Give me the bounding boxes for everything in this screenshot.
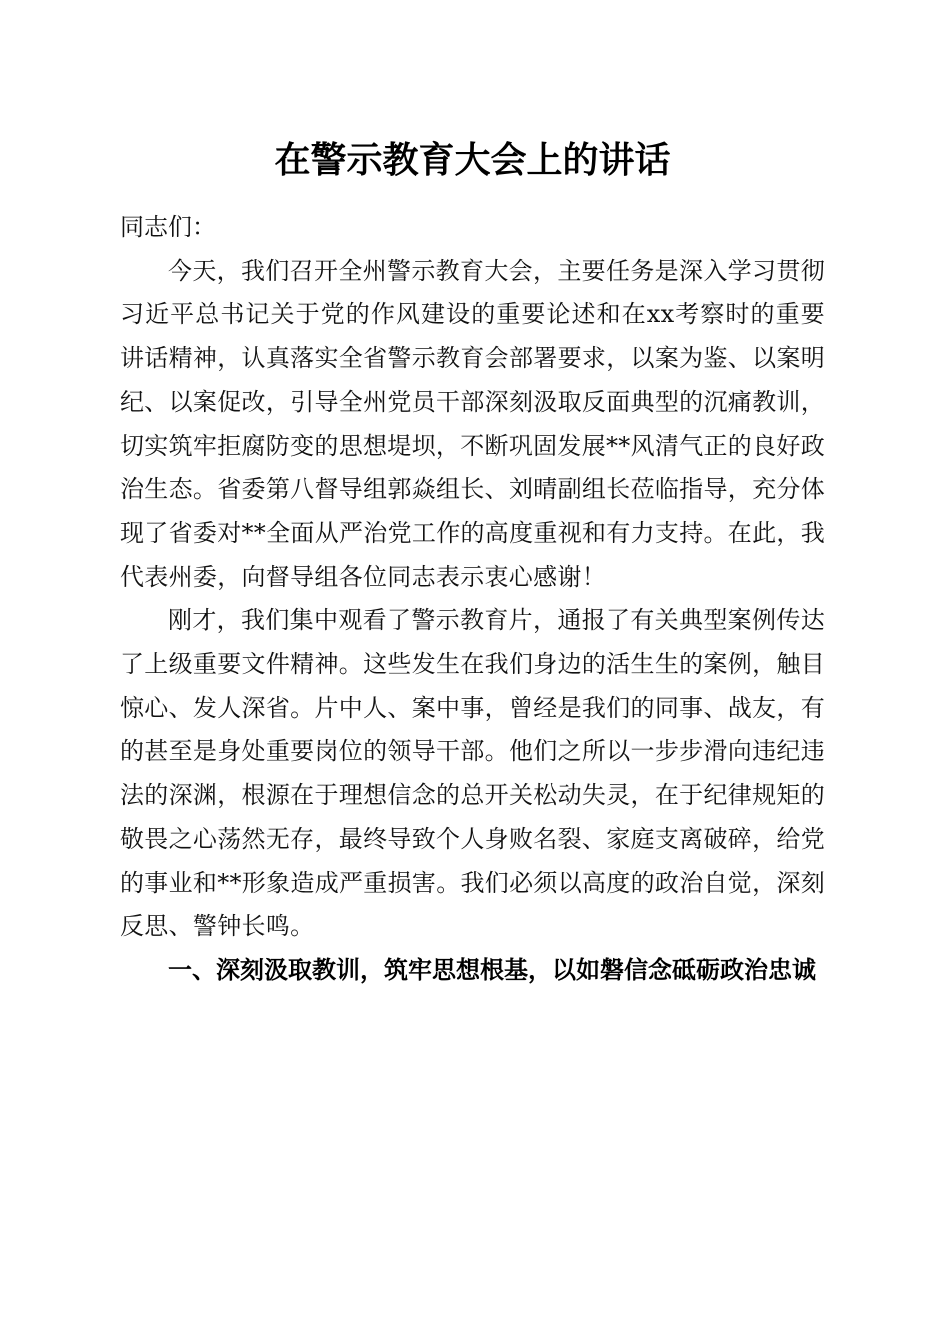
paragraph-opening: 今天，我们召开全州警示教育大会，主要任务是深入学习贯彻习近平总书记关于党的作风建设的重要论述和在xx考察时的重要讲话精神，认真落实全省警示教育会部署要求，以案为鉴、以案明纪、以案促改，引导全州党员干部深刻汲取反面典型的沉痛教训，切实筑牢拒腐防变的思想堤坝，不断巩固发展**风清气正的良好政治生态。省委第八督导组郭焱组长、刘晴副组长莅临指导，充分体现了省委对**全面从严治党工作的高度重视和有力支持。在此，我代表州委，向督导组各位同志表示衷心感谢！ <box>120 256 825 591</box>
document-body <box>120 206 825 993</box>
salutation: 同志们： <box>120 213 216 241</box>
document-title: 在警示教育大会上的讲话 <box>274 139 671 181</box>
paragraph-reflection: 刚才，我们集中观看了警示教育片，通报了有关典型案例传达了上级重要文件精神。这些发生在我们身边的活生生的案例，触目惊心、发人深省。片中人、案中事，曾经是我们的同事、战友，有的甚至是身处重要岗位的领导干部。他们之所以一步步滑向违纪违法的深渊，根源在于理想信念的总开关松动失灵，在于纪律规矩的敬畏之心荡然无存，最终导致个人身败名裂、家庭支离破碎，给党的事业和**形象造成严重损害。我们必须以高度的政治自觉，深刻反思、警钟长鸣。 <box>120 606 825 941</box>
document-page <box>120 0 825 1344</box>
section-heading: 一、深刻汲取教训，筑牢思想根基，以如磐信念砥砺政治忠诚 <box>168 955 816 984</box>
